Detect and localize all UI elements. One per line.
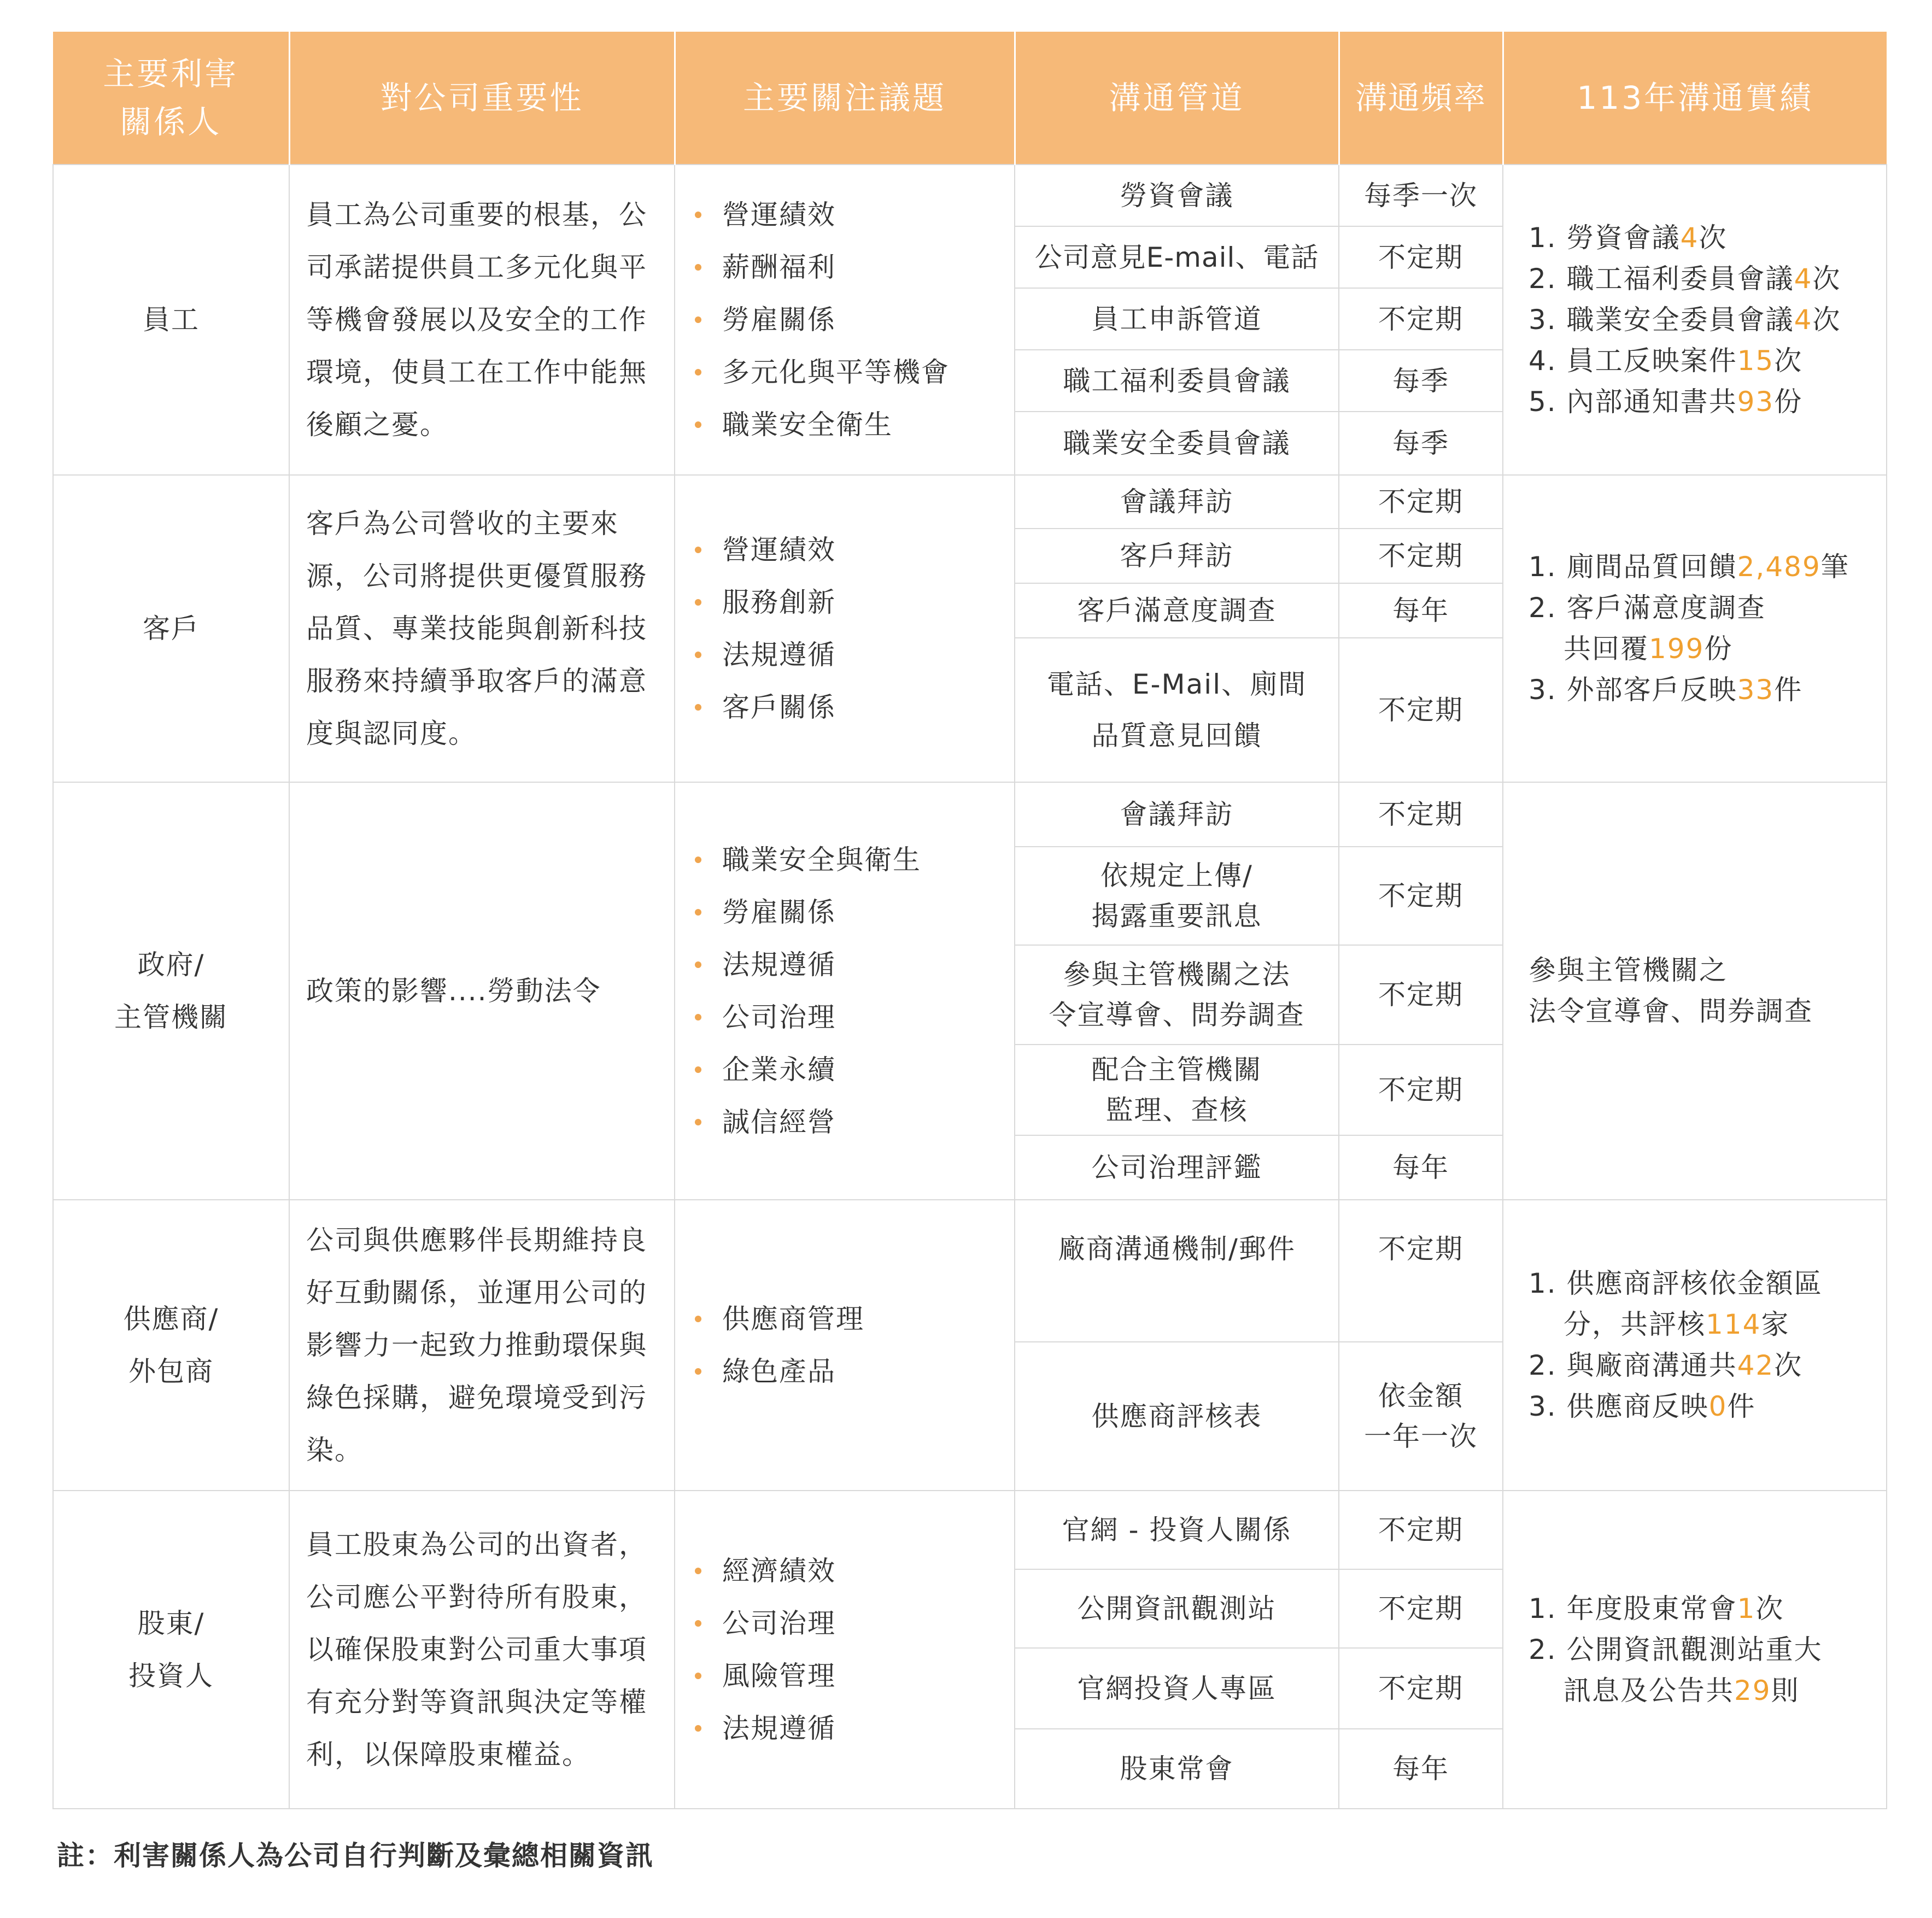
result-item: 訊息及公告共29則 — [1564, 1674, 1800, 1706]
frequency-cell: 不定期 — [1339, 1491, 1503, 1569]
list-item: 法規遵循 — [692, 1702, 1009, 1755]
list-item: 薪酬福利 — [692, 241, 1009, 294]
list-item: 綠色產品 — [692, 1345, 1009, 1398]
list-item: 誠信經營 — [692, 1096, 1009, 1148]
table-row — [53, 782, 1887, 847]
issues-list — [692, 834, 1009, 1148]
header-results: 113年溝通實績 — [1503, 32, 1887, 165]
result-item: 3. 供應商反映0件 — [1529, 1391, 1756, 1422]
stakeholder-name: 供應商/ 外包商 — [53, 1200, 289, 1491]
channel-cell: 公司治理評鑑 — [1015, 1135, 1339, 1200]
frequency-cell: 不定期 — [1339, 847, 1503, 945]
issues-cell — [675, 782, 1015, 1200]
header-importance: 對公司重要性 — [289, 32, 675, 165]
header-channel: 溝通管道 — [1015, 32, 1339, 165]
result-item: 1. 供應商評核依金額區 — [1529, 1268, 1823, 1299]
importance-text: 客戶為公司營收的主要來源，公司將提供更優質服務品質、專業技能與創新科技服務來持續爭取客戶的滿意度與認同度。 — [289, 475, 675, 782]
list-item: 法規遵循 — [692, 939, 1009, 991]
list-item: 法規遵循 — [692, 629, 1009, 681]
bullet-icon — [695, 1725, 701, 1732]
results-cell — [1503, 165, 1887, 475]
bullet-icon — [695, 264, 701, 271]
issues-list — [692, 189, 1009, 451]
stakeholder-table-wrapper — [52, 32, 1886, 1809]
results-cell: 參與主管機關之 法令宣導會、問券調查 — [1503, 782, 1887, 1200]
result-item: 2. 與廠商溝通共42次 — [1529, 1350, 1803, 1381]
frequency-cell: 每季 — [1339, 350, 1503, 412]
frequency-cell: 不定期 — [1339, 1045, 1503, 1135]
header-issues: 主要關注議題 — [675, 32, 1015, 165]
bullet-icon — [695, 547, 701, 553]
frequency-cell: 不定期 — [1339, 638, 1503, 782]
frequency-cell: 不定期 — [1339, 529, 1503, 583]
bullet-icon — [695, 316, 701, 323]
results-cell — [1503, 475, 1887, 782]
bullet-icon — [695, 857, 701, 863]
result-item: 1. 廁間品質回饋2,489筆 — [1529, 551, 1849, 583]
result-item: 3. 職業安全委員會議4次 — [1529, 303, 1841, 336]
frequency-cell: 每季一次 — [1339, 165, 1503, 226]
list-item: 多元化與平等機會 — [692, 346, 1009, 398]
bullet-icon — [695, 1568, 701, 1574]
header-row — [53, 32, 1887, 165]
channel-cell: 職工福利委員會議 — [1015, 350, 1339, 412]
channel-cell: 配合主管機關 監理、查核 — [1015, 1045, 1339, 1135]
channel-cell: 依規定上傳/ 揭露重要訊息 — [1015, 847, 1339, 945]
list-item: 供應商管理 — [692, 1293, 1009, 1345]
frequency-cell: 不定期 — [1339, 226, 1503, 288]
stakeholder-name: 員工 — [53, 165, 289, 475]
result-item: 共回覆199份 — [1564, 633, 1733, 665]
list-item: 服務創新 — [692, 576, 1009, 629]
channel-cell: 職業安全委員會議 — [1015, 412, 1339, 475]
stakeholder-name: 股東/ 投資人 — [53, 1491, 289, 1809]
issues-cell — [675, 165, 1015, 475]
frequency-cell: 不定期 — [1339, 288, 1503, 350]
channel-cell: 客戶拜訪 — [1015, 529, 1339, 583]
stakeholder-communication-table — [52, 32, 1887, 1809]
result-item: 2. 職工福利委員會議4次 — [1529, 262, 1841, 295]
issues-cell — [675, 1491, 1015, 1809]
list-item: 勞雇關係 — [692, 294, 1009, 346]
channel-cell: 股東常會 — [1015, 1729, 1339, 1809]
table-row — [53, 475, 1887, 529]
frequency-cell: 不定期 — [1339, 475, 1503, 529]
bullet-icon — [695, 369, 701, 376]
list-item: 經濟績效 — [692, 1545, 1009, 1597]
frequency-cell: 每年 — [1339, 1135, 1503, 1200]
frequency-cell: 不定期 — [1339, 945, 1503, 1045]
channel-cell: 員工申訴管道 — [1015, 288, 1339, 350]
bullet-icon — [695, 1066, 701, 1073]
bullet-icon — [695, 421, 701, 428]
bullet-icon — [695, 652, 701, 658]
bullet-icon — [695, 1316, 701, 1322]
table-row — [53, 1200, 1887, 1342]
importance-text: 員工股東為公司的出資者，公司應公平對待所有股東，以確保股東對公司重大事項有充分對等資訊與決定等權利，以保障股東權益。 — [289, 1491, 675, 1809]
result-item: 4. 員工反映案件15次 — [1529, 344, 1803, 377]
list-item: 公司治理 — [692, 1597, 1009, 1650]
bullet-icon — [695, 961, 701, 968]
channel-cell: 官網 - 投資人關係 — [1015, 1491, 1339, 1569]
bullet-icon — [695, 1368, 701, 1375]
list-item: 公司治理 — [692, 991, 1009, 1043]
importance-text: 員工為公司重要的根基，公司承諾提供員工多元化與平等機會發展以及安全的工作環境，使員工在工作中能無後顧之憂。 — [289, 165, 675, 475]
frequency-cell: 每季 — [1339, 412, 1503, 475]
result-item: 1. 年度股東常會1次 — [1529, 1592, 1784, 1624]
channel-cell: 電話、E-Mail、廁間品質意見回饋 — [1015, 638, 1339, 782]
issues-list — [692, 1293, 1009, 1398]
importance-text: 公司與供應夥伴長期維持良好互動關係，並運用公司的影響力一起致力推動環保與綠色採購，避免環境受到污染。 — [289, 1200, 675, 1491]
bullet-icon — [695, 1119, 701, 1125]
result-item: 3. 外部客戶反映33件 — [1529, 674, 1803, 706]
frequency-cell: 每年 — [1339, 583, 1503, 638]
bullet-icon — [695, 1620, 701, 1627]
channel-cell: 參與主管機關之法 令宣導會、問券調查 — [1015, 945, 1339, 1045]
channel-cell: 客戶滿意度調查 — [1015, 583, 1339, 638]
list-item: 職業安全與衛生 — [692, 834, 1009, 886]
results-cell — [1503, 1491, 1887, 1809]
bullet-icon — [695, 909, 701, 916]
channel-cell: 供應商評核表 — [1015, 1342, 1339, 1491]
stakeholder-name: 客戶 — [53, 475, 289, 782]
channel-cell: 公開資訊觀測站 — [1015, 1569, 1339, 1648]
result-item: 2. 公開資訊觀測站重大 — [1529, 1633, 1823, 1665]
frequency-cell: 每年 — [1339, 1729, 1503, 1809]
result-item: 5. 內部通知書共93份 — [1529, 385, 1803, 418]
frequency-cell: 不定期 — [1339, 1648, 1503, 1729]
bullet-icon — [695, 1014, 701, 1020]
list-item: 營運績效 — [692, 524, 1009, 576]
list-item: 勞雇關係 — [692, 886, 1009, 939]
list-item: 客戶關係 — [692, 681, 1009, 734]
list-item: 職業安全衛生 — [692, 398, 1009, 451]
result-item: 2. 客戶滿意度調查 — [1529, 592, 1766, 624]
result-item: 分，共評核114家 — [1564, 1309, 1790, 1340]
importance-text: 政策的影響....勞動法令 — [289, 782, 675, 1200]
bullet-icon — [695, 212, 701, 218]
list-item: 企業永續 — [692, 1043, 1009, 1096]
frequency-cell: 依金額 一年一次 — [1339, 1342, 1503, 1491]
table-row — [53, 1491, 1887, 1569]
header-stakeholder: 主要利害 關係人 — [53, 32, 289, 165]
issues-cell — [675, 475, 1015, 782]
frequency-cell: 不定期 — [1339, 782, 1503, 847]
channel-cell: 勞資會議 — [1015, 165, 1339, 226]
table-row — [53, 165, 1887, 226]
channel-cell: 廠商溝通機制/郵件 — [1015, 1200, 1339, 1342]
channel-cell: 會議拜訪 — [1015, 475, 1339, 529]
bullet-icon — [695, 599, 701, 606]
frequency-cell: 不定期 — [1339, 1569, 1503, 1648]
frequency-cell: 不定期 — [1339, 1200, 1503, 1342]
issues-cell — [675, 1200, 1015, 1491]
results-cell — [1503, 1200, 1887, 1491]
footnote: 註：利害關係人為公司自行判斷及彙總相關資訊 — [57, 1840, 654, 1872]
list-item: 風險管理 — [692, 1650, 1009, 1702]
stakeholder-name: 政府/ 主管機關 — [53, 782, 289, 1200]
bullet-icon — [695, 704, 701, 711]
issues-list — [692, 1545, 1009, 1755]
header-frequency: 溝通頻率 — [1339, 32, 1503, 165]
channel-cell: 官網投資人專區 — [1015, 1648, 1339, 1729]
list-item: 營運績效 — [692, 189, 1009, 241]
channel-cell: 公司意見E-mail、電話 — [1015, 226, 1339, 288]
channel-cell: 會議拜訪 — [1015, 782, 1339, 847]
result-item: 1. 勞資會議4次 — [1529, 221, 1728, 254]
bullet-icon — [695, 1673, 701, 1679]
issues-list — [692, 524, 1009, 734]
